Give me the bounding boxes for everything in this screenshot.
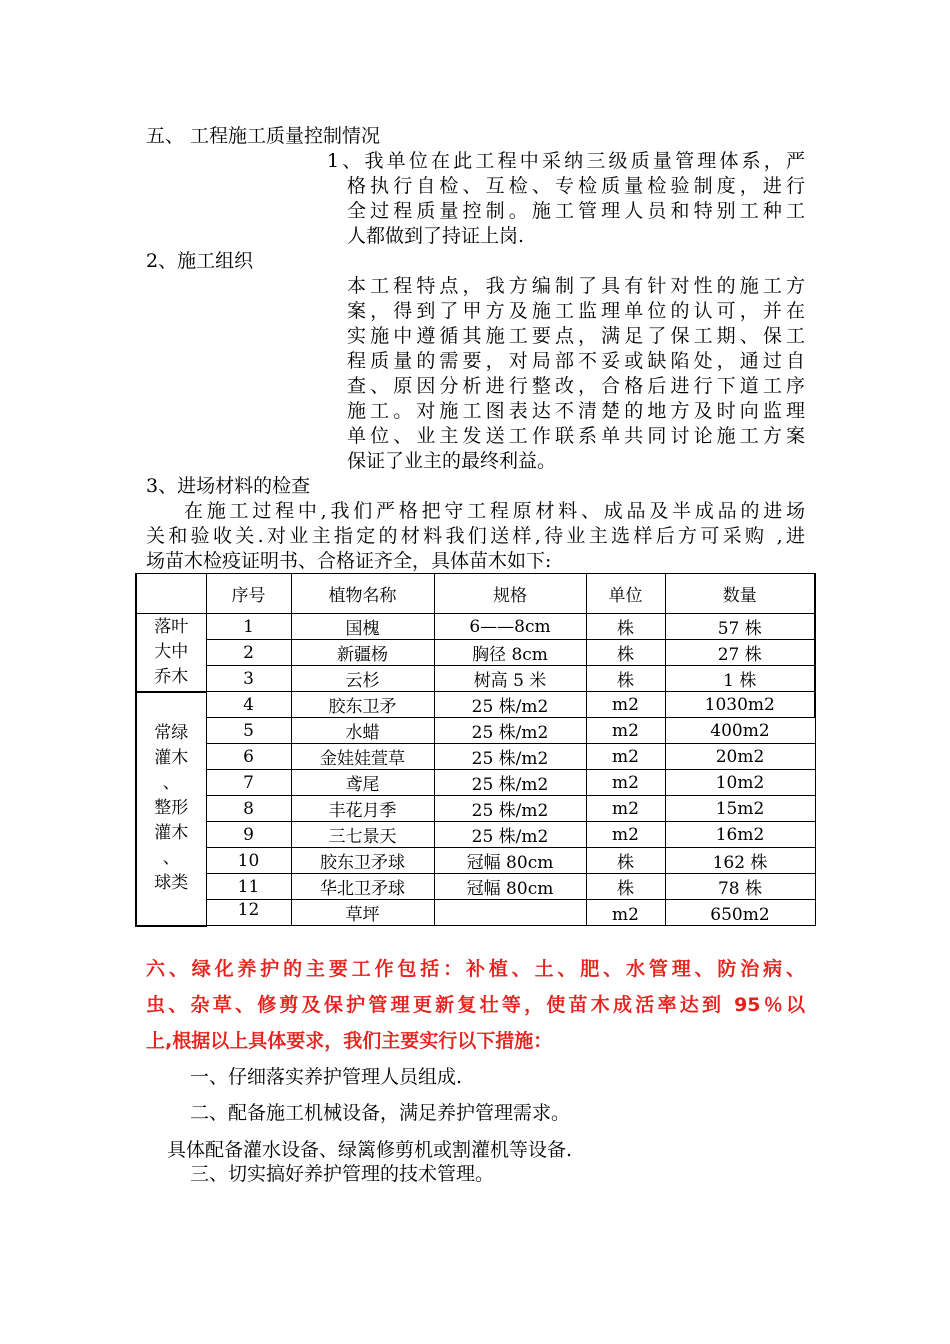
table-header-group (136, 574, 206, 614)
table-cell: 25 株/m2 (434, 692, 586, 718)
table-cell: 25 株/m2 (434, 796, 586, 822)
table-cell: 25 株/m2 (434, 770, 586, 796)
table-cell: 株 (586, 848, 665, 874)
section-3-line2: 关和验收关.对业主指定的材料我们送样,待业主选样后方可采购 ,进 (146, 525, 805, 547)
section-3-line1: 在施工过程中,我们严格把守工程原材料、成品及半成品的进场 (184, 500, 805, 522)
table-cell: 27 株 (665, 640, 815, 666)
table-cell: 国槐 (291, 614, 434, 640)
table-header-cell: 单位 (586, 574, 665, 614)
plant-table (135, 573, 816, 927)
group-label-line: 球类 (154, 873, 189, 893)
table-cell: 6 (206, 744, 291, 770)
section-6-red-line2: 虫、杂草、修剪及保护管理更新复壮等，使苗木成活率达到 95％以 (146, 994, 805, 1016)
table-cell (434, 900, 586, 926)
table-cell: 11 (206, 874, 291, 900)
group-label-line: 常绿 (154, 723, 189, 743)
table-cell: 株 (586, 614, 665, 640)
table-header-cell: 规格 (434, 574, 586, 614)
section-2-line6: 施工。对施工图表达不清楚的地方及时向监理 (347, 400, 805, 422)
section-5-item1-line3: 全过程质量控制。施工管理人员和特别工种工 (347, 200, 805, 222)
table-row (136, 770, 815, 796)
table-cell: 400m2 (665, 718, 815, 744)
table-cell: 57 株 (665, 614, 815, 640)
section-2-line7: 单位、业主发送工作联系单共同讨论施工方案 (347, 425, 805, 447)
table-cell: 162 株 (665, 848, 815, 874)
section-2-line1: 本工程特点，我方编制了具有针对性的施工方 (347, 275, 805, 297)
table-cell: 6——8cm (434, 614, 586, 640)
table-cell: 9 (206, 822, 291, 848)
section-6-red-line3: 上,根据以上具体要求，我们主要实行以下措施： (146, 1030, 553, 1052)
table-row (136, 848, 815, 874)
section-2-heading: 2、施工组织 (146, 250, 254, 272)
section-2-line8: 保证了业主的最终利益。 (347, 450, 557, 472)
group-label-line: 整形 (154, 798, 189, 818)
group-label-line: 乔木 (154, 666, 189, 687)
table-cell: 1 (206, 614, 291, 640)
group-label-line: 、 (162, 848, 180, 868)
table-row (136, 692, 815, 718)
table-cell: 草坪 (291, 900, 434, 926)
table-cell: 25 株/m2 (434, 822, 586, 848)
table-cell: 12 (206, 900, 291, 926)
section-6-item1: 一、仔细落实养护管理人员组成. (190, 1066, 463, 1088)
section-2-line4: 程质量的需要，对局部不妥或缺陷处，通过自 (347, 350, 805, 372)
group-label-line: 灌木 (154, 748, 189, 768)
section-3-line3: 场苗木检疫证明书、合格证齐全，具体苗木如下: (146, 550, 552, 572)
table-cell: 10 (206, 848, 291, 874)
table-cell: m2 (586, 692, 665, 718)
table-cell: 4 (206, 692, 291, 718)
table-cell: 株 (586, 874, 665, 900)
table-cell: 20m2 (665, 744, 815, 770)
table-cell: 华北卫矛球 (291, 874, 434, 900)
table-cell: 胸径 8cm (434, 640, 586, 666)
group-label-line: 灌木 (154, 823, 189, 843)
table-cell: 2 (206, 640, 291, 666)
table-row (136, 718, 815, 744)
section-5-heading: 五、 工程施工质量控制情况 (146, 125, 381, 147)
group-label-line: 大中 (154, 641, 189, 662)
section-2-line2: 案，得到了甲方及施工监理单位的认可，并在 (347, 300, 805, 322)
table-cell: 16m2 (665, 822, 815, 848)
table-cell: 新疆杨 (291, 640, 434, 666)
table-cell: 胶东卫矛球 (291, 848, 434, 874)
table-cell: m2 (586, 900, 665, 926)
group-label-evergreen (136, 692, 206, 926)
table-cell: m2 (586, 822, 665, 848)
table-cell: 三七景天 (291, 822, 434, 848)
table-cell: m2 (586, 744, 665, 770)
table-cell: m2 (586, 796, 665, 822)
table-cell: 冠幅 80cm (434, 874, 586, 900)
table-cell: 株 (586, 666, 665, 692)
table-row (136, 744, 815, 770)
table-cell: 株 (586, 640, 665, 666)
table-cell: 丰花月季 (291, 796, 434, 822)
table-cell: 云杉 (291, 666, 434, 692)
table-cell: 1030m2 (665, 692, 815, 718)
table-row (136, 640, 815, 666)
table-cell: 3 (206, 666, 291, 692)
section-6-item3: 三、切实搞好养护管理的技术管理。 (190, 1163, 495, 1185)
table-cell: 水蜡 (291, 718, 434, 744)
table-cell: 冠幅 80cm (434, 848, 586, 874)
section-6-red-line1: 六、绿化养护的主要工作包括：补植、土、肥、水管理、防治病、 (146, 958, 805, 980)
section-5-item1-line4: 人都做到了持证上岗. (347, 225, 525, 247)
table-cell: 树高 5 米 (434, 666, 586, 692)
table-row (136, 796, 815, 822)
table-cell: 金娃娃萱草 (291, 744, 434, 770)
table-header-cell: 数量 (665, 574, 815, 614)
table-cell: 25 株/m2 (434, 718, 586, 744)
table-row (136, 874, 815, 900)
section-3-heading: 3、进场材料的检查 (146, 475, 311, 497)
section-6-item2-detail: 具体配备灌水设备、绿篱修剪机或割灌机等设备. (167, 1139, 573, 1161)
table-header-row (136, 574, 815, 614)
table-header-cell: 序号 (206, 574, 291, 614)
table-cell: m2 (586, 718, 665, 744)
table-cell: 25 株/m2 (434, 744, 586, 770)
table-cell: 胶东卫矛 (291, 692, 434, 718)
table-header-cell: 植物名称 (291, 574, 434, 614)
table-cell: 78 株 (665, 874, 815, 900)
table-row (136, 666, 815, 692)
section-2-line5: 查、原因分析进行整改，合格后进行下道工序 (347, 375, 805, 397)
section-5-item1-line1: 1、我单位在此工程中采纳三级质量管理体系，严 (327, 150, 805, 172)
section-2-line3: 实施中遵循其施工要点，满足了保工期、保工 (347, 325, 805, 347)
table-cell: 650m2 (665, 900, 815, 926)
table-row (136, 614, 815, 640)
table-cell: 7 (206, 770, 291, 796)
table-cell: 1 株 (665, 666, 815, 692)
table-cell: m2 (586, 770, 665, 796)
group-label-deciduous (136, 614, 206, 692)
table-cell: 5 (206, 718, 291, 744)
section-5-item1-line2: 格执行自检、互检、专检质量检验制度，进行 (347, 175, 805, 197)
table-cell: 15m2 (665, 796, 815, 822)
table-row (136, 822, 815, 848)
table-cell: 鸢尾 (291, 770, 434, 796)
group-label-line: 落叶 (154, 616, 189, 637)
group-label-line: 、 (162, 773, 180, 793)
table-cell: 10m2 (665, 770, 815, 796)
table-cell: 8 (206, 796, 291, 822)
section-6-item2: 二、配备施工机械设备，满足养护管理需求。 (190, 1102, 571, 1124)
table-row (136, 900, 815, 926)
